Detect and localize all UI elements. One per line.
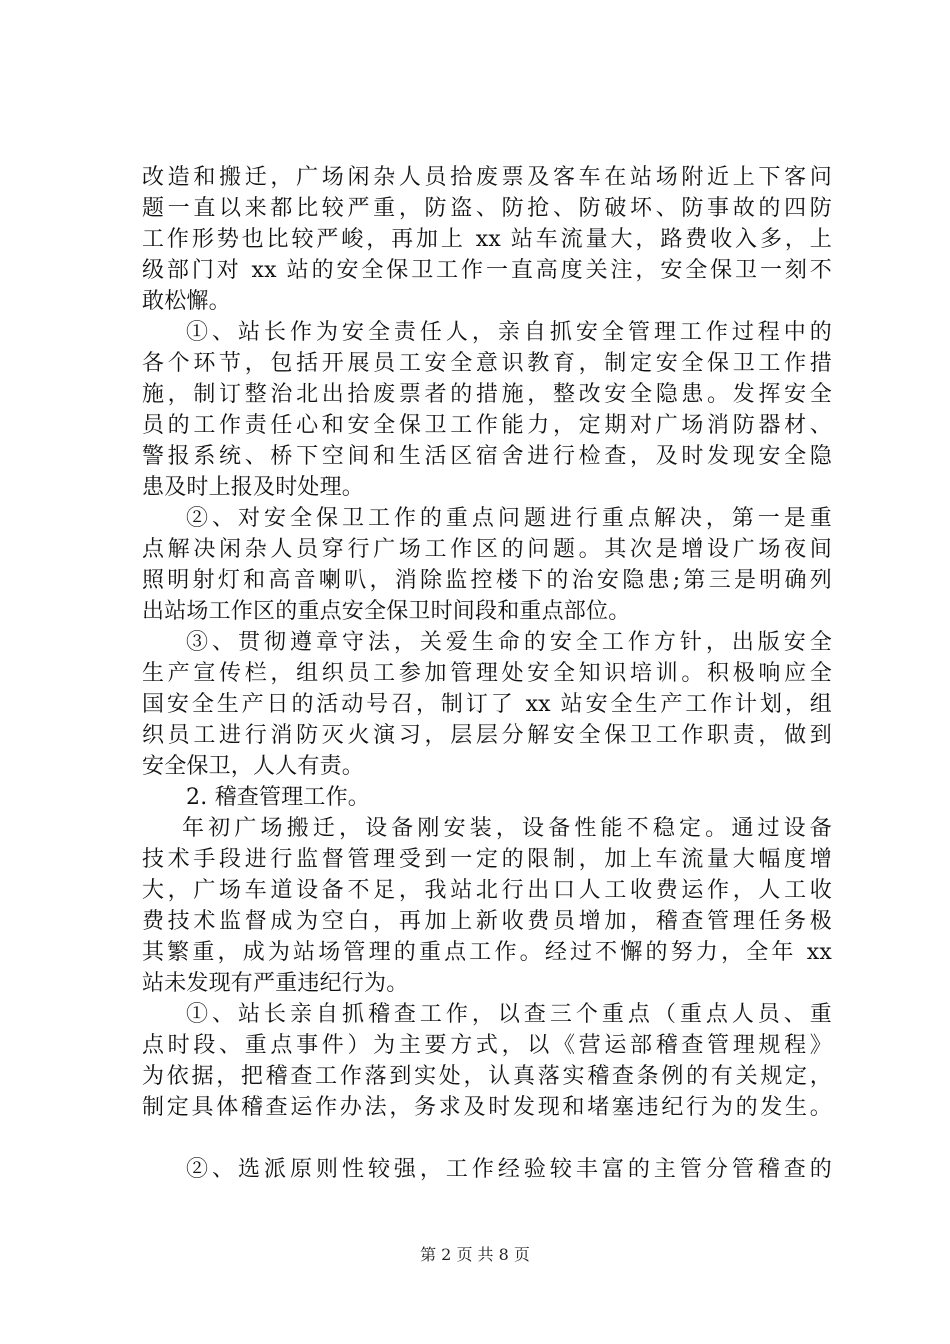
paragraph-gap — [142, 1123, 832, 1154]
text-line: 员的工作责任心和安全保卫工作能力，定期对广场消防器材、 — [142, 413, 832, 438]
text-line: 警报系统、桥下空间和生活区宿舍进行检查，及时发现安全隐 — [142, 444, 832, 469]
text-line: 点时段、重点事件）为主要方式，以《营运部稽查管理规程》 — [142, 1033, 832, 1058]
text-line: 费技术监督成为空白，再加上新收费员增加，稽查管理任务极 — [142, 909, 832, 934]
text-line: ①、站长作为安全责任人，亲自抓安全管理工作过程中的 — [186, 320, 832, 345]
text-line: 织员工进行消防灭火演习，层层分解安全保卫工作职责，做到 — [142, 723, 832, 748]
text-line: ①、站长亲自抓稽查工作，以查三个重点（重点人员、重 — [186, 1002, 832, 1027]
text-line: 患及时上报及时处理。 — [142, 475, 365, 500]
text-line: 敢松懈。 — [142, 289, 231, 314]
text-line: 技术手段进行监督管理受到一定的限制，加上车流量大幅度增 — [142, 847, 832, 872]
text-line: ②、选派原则性较强，工作经验较丰富的主管分管稽查的 — [186, 1157, 832, 1182]
document-body — [142, 162, 832, 1185]
section-heading: 2. 稽查管理工作。 — [186, 785, 370, 810]
text-line: 题一直以来都比较严重，防盗、防抢、防破坏、防事故的四防 — [142, 196, 832, 221]
text-line: 其繁重，成为站场管理的重点工作。经过不懈的努力，全年 xx — [142, 940, 832, 965]
text-line: ②、对安全保卫工作的重点问题进行重点解决，第一是重 — [186, 506, 832, 531]
text-line: 改造和搬迁，广场闲杂人员拾废票及客车在站场附近上下客问 — [142, 165, 832, 190]
text-line: ③、贯彻遵章守法，关爱生命的安全工作方针，出版安全 — [186, 630, 832, 655]
text-line: 照明射灯和高音喇叭，消除监控楼下的治安隐患;第三是明确列 — [142, 568, 832, 593]
text-line: 制定具体稽查运作办法，务求及时发现和堵塞违纪行为的发生。 — [142, 1095, 832, 1120]
text-line: 出站场工作区的重点安全保卫时间段和重点部位。 — [142, 599, 631, 624]
text-line: 各个环节，包括开展员工安全意识教育，制定安全保卫工作措 — [142, 351, 832, 376]
text-line: 生产宣传栏，组织员工参加管理处安全知识培训。积极响应全 — [142, 661, 832, 686]
text-line: 施，制订整治北出拾废票者的措施，整改安全隐患。发挥安全 — [142, 382, 832, 407]
page-footer: 第 2 页 共 8 页 — [420, 1245, 530, 1264]
text-line: 国安全生产日的活动号召，制订了 xx 站安全生产工作计划，组 — [142, 692, 832, 717]
text-line: 工作形势也比较严峻，再加上 xx 站车流量大，路费收入多，上 — [142, 227, 832, 252]
text-line: 安全保卫，人人有责。 — [142, 754, 365, 779]
text-line: 为依据，把稽查工作落到实处，认真落实稽查条例的有关规定， — [142, 1064, 832, 1089]
text-line: 年初广场搬迁，设备刚安装，设备性能不稳定。通过设备 — [182, 816, 832, 841]
text-line: 大，广场车道设备不足，我站北行出口人工收费运作，人工收 — [142, 878, 832, 903]
text-line: 站未发现有严重违纪行为。 — [142, 971, 409, 996]
text-line: 级部门对 xx 站的安全保卫工作一直高度关注，安全保卫一刻不 — [142, 258, 832, 283]
text-line: 点解决闲杂人员穿行广场工作区的问题。其次是增设广场夜间 — [142, 537, 832, 562]
